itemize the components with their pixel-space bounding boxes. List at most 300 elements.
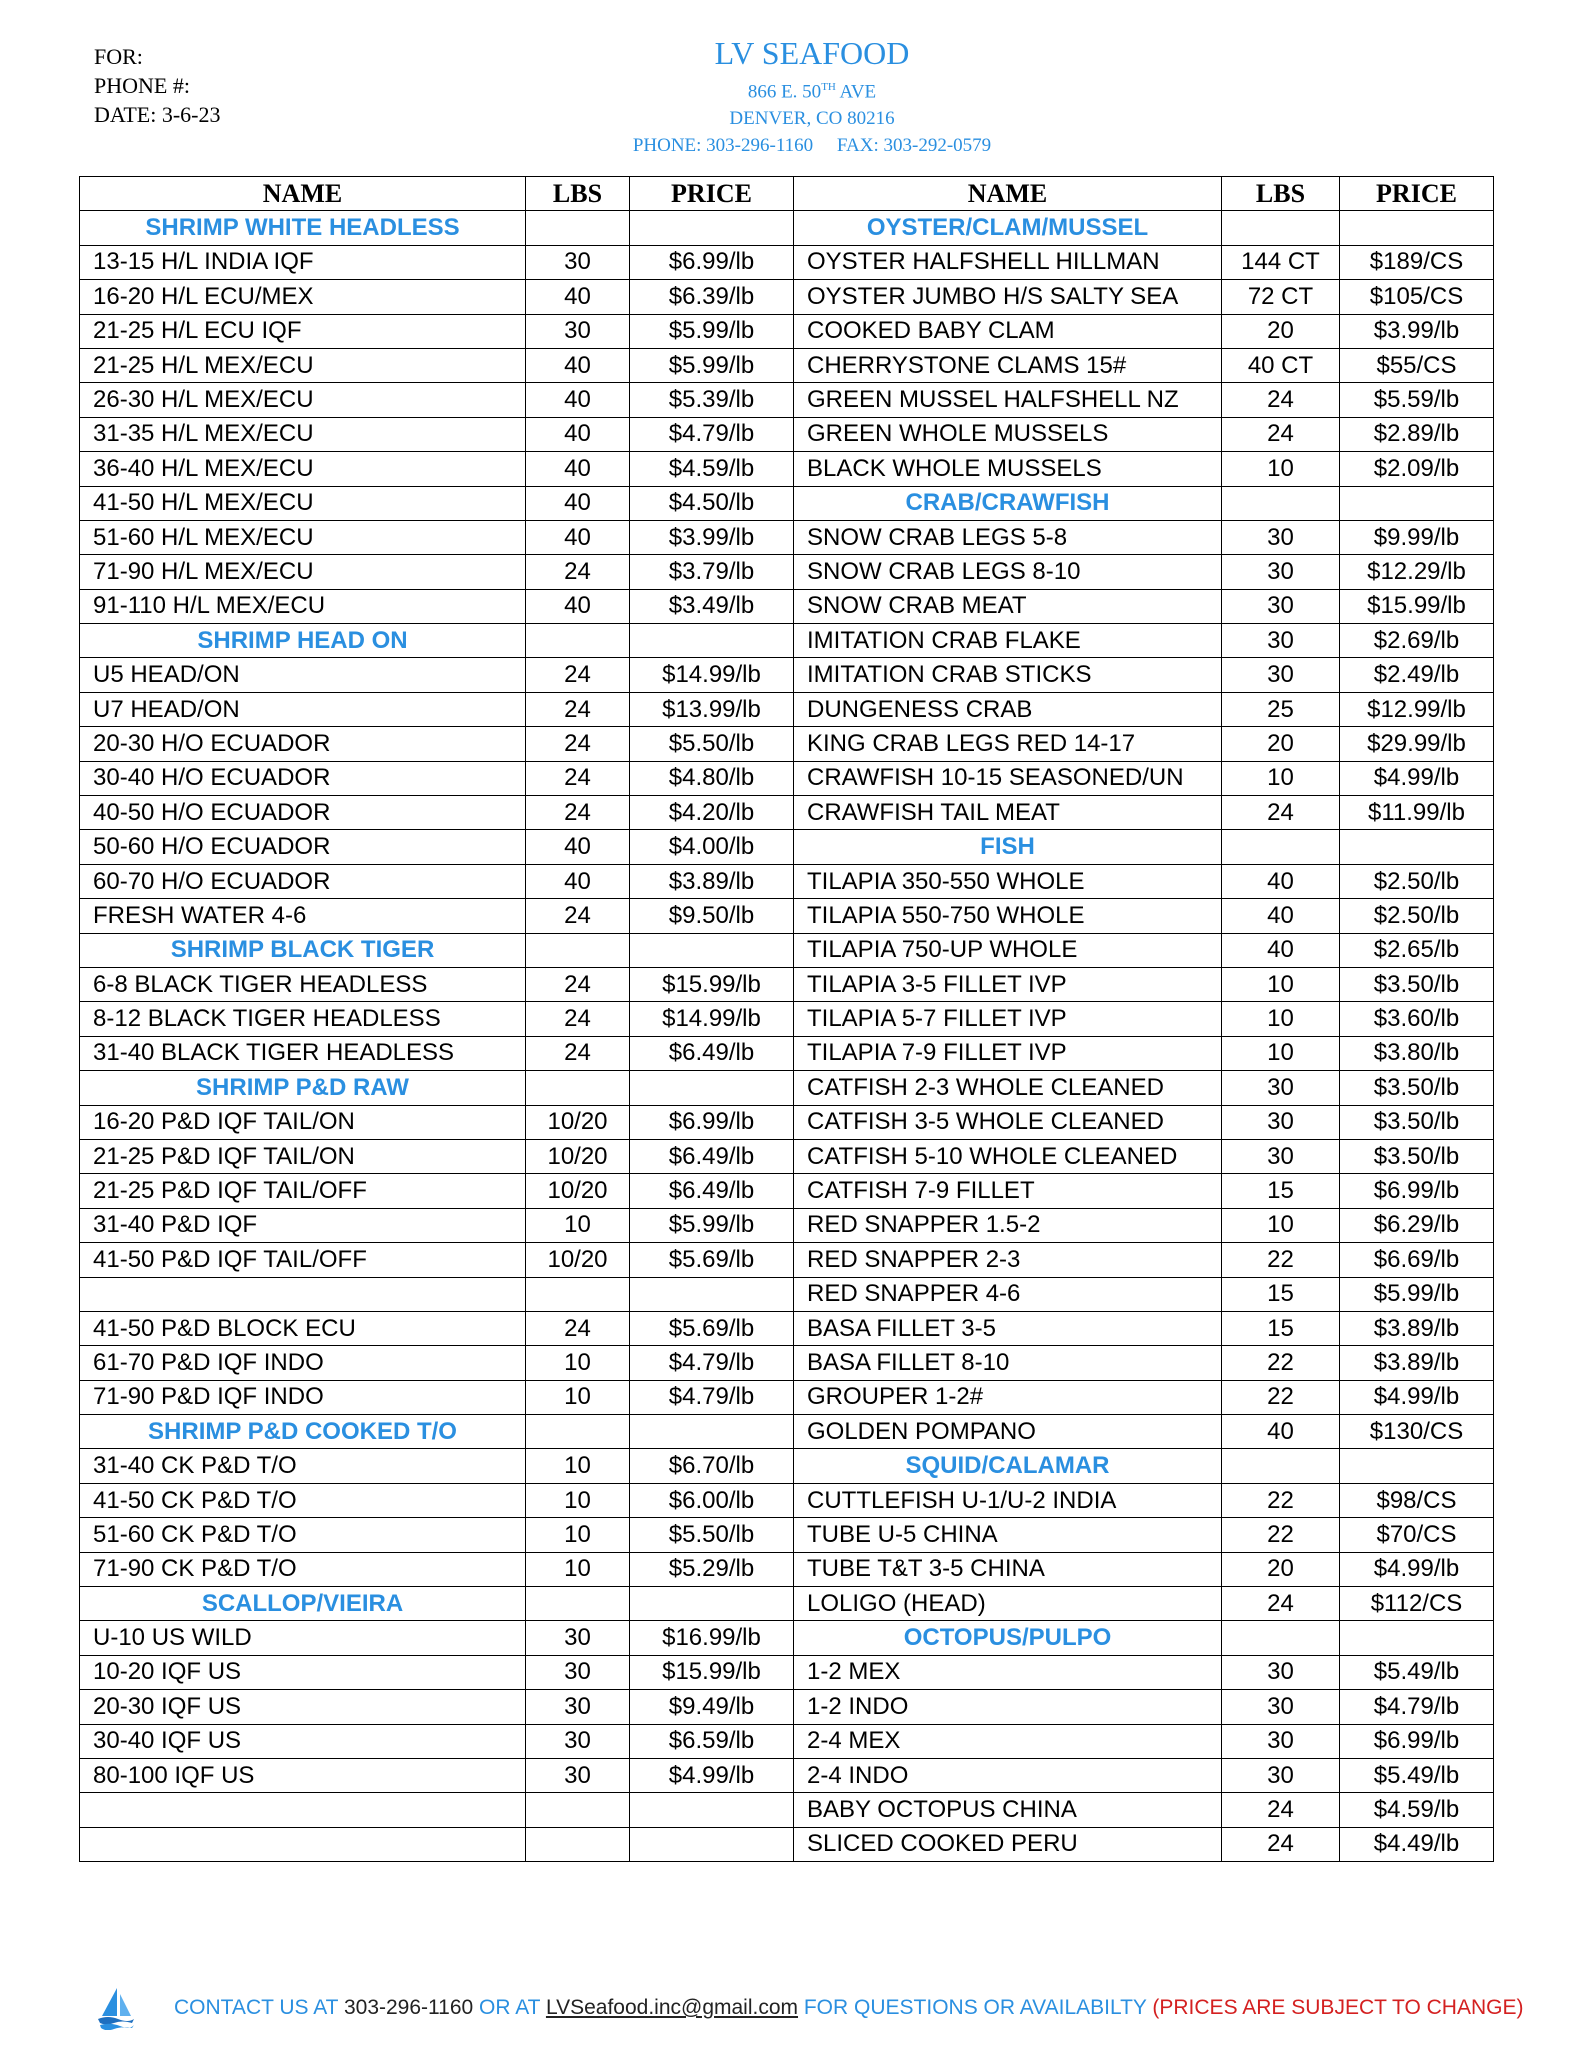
- item-lbs: 30: [1222, 1071, 1340, 1105]
- item-price: $6.49/lb: [630, 1036, 794, 1070]
- item-price: $15.99/lb: [1340, 589, 1494, 623]
- item-price: $13.99/lb: [630, 692, 794, 726]
- table-row: [80, 417, 1494, 451]
- item-lbs: 40: [526, 452, 630, 486]
- item-price: $5.50/lb: [630, 1518, 794, 1552]
- item-name: CHERRYSTONE CLAMS 15#: [794, 348, 1222, 382]
- item-name: 20-30 H/O ECUADOR: [80, 727, 526, 761]
- item-price: $3.79/lb: [630, 555, 794, 589]
- table-row: [80, 1036, 1494, 1070]
- item-lbs: [1222, 1449, 1340, 1483]
- table-row: [80, 486, 1494, 520]
- table-row: [80, 1208, 1494, 1242]
- item-price: $14.99/lb: [630, 658, 794, 692]
- column-header-lbs-left: LBS: [526, 177, 630, 211]
- item-name: 16-20 P&D IQF TAIL/ON: [80, 1105, 526, 1139]
- item-lbs: 20: [1222, 1552, 1340, 1586]
- table-row: [80, 1346, 1494, 1380]
- item-name: DUNGENESS CRAB: [794, 692, 1222, 726]
- column-header-price-right: PRICE: [1340, 177, 1494, 211]
- section-heading: SHRIMP BLACK TIGER: [80, 933, 526, 967]
- section-heading: OCTOPUS/PULPO: [794, 1621, 1222, 1655]
- item-name: 51-60 H/L MEX/ECU: [80, 520, 526, 554]
- item-lbs: 10/20: [526, 1174, 630, 1208]
- item-price: $6.70/lb: [630, 1449, 794, 1483]
- company-city: DENVER, CO 80216: [729, 108, 895, 130]
- item-name: U5 HEAD/ON: [80, 658, 526, 692]
- item-name: TUBE T&T 3-5 CHINA: [794, 1552, 1222, 1586]
- item-lbs: 20: [1222, 314, 1340, 348]
- item-lbs: 30: [1222, 1139, 1340, 1173]
- item-name: 20-30 IQF US: [80, 1690, 526, 1724]
- table-row: [80, 830, 1494, 864]
- item-lbs: 10: [526, 1483, 630, 1517]
- item-lbs: 40: [526, 348, 630, 382]
- table-row: [80, 1724, 1494, 1758]
- item-lbs: 24: [526, 1002, 630, 1036]
- item-price: [630, 1827, 794, 1861]
- item-lbs: 30: [1222, 520, 1340, 554]
- item-price: $5.99/lb: [630, 348, 794, 382]
- item-lbs: 40: [526, 417, 630, 451]
- table-row: [80, 1415, 1494, 1449]
- item-price: $130/CS: [1340, 1415, 1494, 1449]
- section-heading: SHRIMP P&D RAW: [80, 1071, 526, 1105]
- column-header-lbs-right: LBS: [1222, 177, 1340, 211]
- table-row: [80, 692, 1494, 726]
- item-lbs: 24: [526, 1311, 630, 1345]
- item-name: 1-2 MEX: [794, 1655, 1222, 1689]
- item-lbs: 15: [1222, 1277, 1340, 1311]
- item-price: $6.29/lb: [1340, 1208, 1494, 1242]
- item-price: $2.09/lb: [1340, 452, 1494, 486]
- table-row: [80, 1793, 1494, 1827]
- table-row: [80, 348, 1494, 382]
- item-price: $4.59/lb: [1340, 1793, 1494, 1827]
- item-name: 61-70 P&D IQF INDO: [80, 1346, 526, 1380]
- item-name: TILAPIA 750-UP WHOLE: [794, 933, 1222, 967]
- table-row: [80, 1174, 1494, 1208]
- table-row: [80, 1002, 1494, 1036]
- item-name: [80, 1277, 526, 1311]
- item-name: CATFISH 3-5 WHOLE CLEANED: [794, 1105, 1222, 1139]
- item-name: 6-8 BLACK TIGER HEADLESS: [80, 967, 526, 1001]
- item-price: $29.99/lb: [1340, 727, 1494, 761]
- item-lbs: 24: [526, 1036, 630, 1070]
- contact-prefix: CONTACT US AT: [174, 1996, 344, 2019]
- item-lbs: [1222, 211, 1340, 245]
- item-name: BABY OCTOPUS CHINA: [794, 1793, 1222, 1827]
- item-name: CATFISH 7-9 FILLET: [794, 1174, 1222, 1208]
- item-lbs: 24: [526, 692, 630, 726]
- item-price: $6.69/lb: [1340, 1243, 1494, 1277]
- item-lbs: 10: [1222, 761, 1340, 795]
- item-price: $4.79/lb: [630, 417, 794, 451]
- item-name: 31-40 BLACK TIGER HEADLESS: [80, 1036, 526, 1070]
- section-heading: SQUID/CALAMAR: [794, 1449, 1222, 1483]
- item-price: $11.99/lb: [1340, 796, 1494, 830]
- item-lbs: 10/20: [526, 1243, 630, 1277]
- item-price: $3.49/lb: [630, 589, 794, 623]
- item-name: 8-12 BLACK TIGER HEADLESS: [80, 1002, 526, 1036]
- item-name: 71-90 CK P&D T/O: [80, 1552, 526, 1586]
- item-lbs: 10: [1222, 1036, 1340, 1070]
- item-price: $189/CS: [1340, 245, 1494, 279]
- address-street: AVE: [835, 81, 877, 103]
- item-lbs: [526, 1415, 630, 1449]
- item-lbs: 24: [526, 967, 630, 1001]
- item-name: 21-25 P&D IQF TAIL/ON: [80, 1139, 526, 1173]
- item-price: [1340, 486, 1494, 520]
- item-price: $4.79/lb: [1340, 1690, 1494, 1724]
- contact-questions: FOR QUESTIONS OR AVAILABILTY: [798, 1996, 1153, 2019]
- item-lbs: 30: [526, 1724, 630, 1758]
- item-name: 71-90 H/L MEX/ECU: [80, 555, 526, 589]
- table-row: [80, 1758, 1494, 1792]
- item-lbs: 10/20: [526, 1105, 630, 1139]
- item-name: IMITATION CRAB FLAKE: [794, 624, 1222, 658]
- item-price: $4.20/lb: [630, 796, 794, 830]
- item-lbs: 22: [1222, 1380, 1340, 1414]
- price-disclaimer: (PRICES ARE SUBJECT TO CHANGE): [1152, 1996, 1524, 2019]
- table-row: [80, 1621, 1494, 1655]
- item-lbs: 10: [1222, 1208, 1340, 1242]
- item-price: [630, 1587, 794, 1621]
- item-lbs: 30: [1222, 658, 1340, 692]
- table-row: [80, 245, 1494, 279]
- item-name: GROUPER 1-2#: [794, 1380, 1222, 1414]
- item-price: $5.50/lb: [630, 727, 794, 761]
- item-price: $70/CS: [1340, 1518, 1494, 1552]
- for-label: FOR:: [94, 44, 143, 69]
- item-price: $6.39/lb: [630, 280, 794, 314]
- item-lbs: 15: [1222, 1311, 1340, 1345]
- item-name: CATFISH 5-10 WHOLE CLEANED: [794, 1139, 1222, 1173]
- item-price: $3.99/lb: [1340, 314, 1494, 348]
- item-name: BLACK WHOLE MUSSELS: [794, 452, 1222, 486]
- table-row: [80, 555, 1494, 589]
- item-lbs: 40: [1222, 933, 1340, 967]
- date-label: DATE: 3-6-23: [94, 102, 221, 127]
- item-name: COOKED BABY CLAM: [794, 314, 1222, 348]
- item-lbs: 24: [526, 899, 630, 933]
- item-price: $3.50/lb: [1340, 1105, 1494, 1139]
- item-price: $4.59/lb: [630, 452, 794, 486]
- company-name: LV SEAFOOD: [714, 35, 910, 71]
- email-link[interactable]: LVSeafood.inc@gmail.com: [545, 1996, 799, 2019]
- item-lbs: 30: [1222, 624, 1340, 658]
- contact-or-at: OR AT: [473, 1996, 546, 2019]
- item-name: 91-110 H/L MEX/ECU: [80, 589, 526, 623]
- item-price: [1340, 1621, 1494, 1655]
- item-price: $6.99/lb: [630, 245, 794, 279]
- item-price: $4.00/lb: [630, 830, 794, 864]
- item-price: $16.99/lb: [630, 1621, 794, 1655]
- item-name: 21-25 H/L MEX/ECU: [80, 348, 526, 382]
- item-lbs: 40 CT: [1222, 348, 1340, 382]
- item-lbs: 24: [1222, 383, 1340, 417]
- item-name: 31-35 H/L MEX/ECU: [80, 417, 526, 451]
- item-lbs: 24: [1222, 796, 1340, 830]
- section-heading: CRAB/CRAWFISH: [794, 486, 1222, 520]
- item-lbs: 24: [526, 761, 630, 795]
- item-name: GOLDEN POMPANO: [794, 1415, 1222, 1449]
- item-price: $5.99/lb: [630, 314, 794, 348]
- item-name: 50-60 H/O ECUADOR: [80, 830, 526, 864]
- section-heading: SCALLOP/VIEIRA: [80, 1587, 526, 1621]
- item-lbs: 40: [526, 486, 630, 520]
- item-lbs: 30: [526, 1621, 630, 1655]
- item-price: $3.50/lb: [1340, 1139, 1494, 1173]
- item-lbs: 20: [1222, 727, 1340, 761]
- item-name: U-10 US WILD: [80, 1621, 526, 1655]
- item-price: $12.29/lb: [1340, 555, 1494, 589]
- item-price: $15.99/lb: [630, 967, 794, 1001]
- item-lbs: 10: [526, 1208, 630, 1242]
- table-row: [80, 1139, 1494, 1173]
- item-name: BASA FILLET 3-5: [794, 1311, 1222, 1345]
- table-row: [80, 1071, 1494, 1105]
- item-lbs: [526, 1071, 630, 1105]
- item-name: 41-50 CK P&D T/O: [80, 1483, 526, 1517]
- column-header-name-left: NAME: [80, 177, 526, 211]
- item-price: $5.69/lb: [630, 1311, 794, 1345]
- item-lbs: [526, 211, 630, 245]
- item-lbs: 30: [1222, 1655, 1340, 1689]
- item-name: SNOW CRAB MEAT: [794, 589, 1222, 623]
- section-heading: OYSTER/CLAM/MUSSEL: [794, 211, 1222, 245]
- item-name: SLICED COOKED PERU: [794, 1827, 1222, 1861]
- item-price: $6.00/lb: [630, 1483, 794, 1517]
- item-price: $5.29/lb: [630, 1552, 794, 1586]
- item-name: KING CRAB LEGS RED 14-17: [794, 727, 1222, 761]
- item-lbs: 40: [1222, 1415, 1340, 1449]
- item-lbs: 30: [526, 314, 630, 348]
- item-price: $4.79/lb: [630, 1380, 794, 1414]
- table-row: [80, 1311, 1494, 1345]
- item-price: $5.59/lb: [1340, 383, 1494, 417]
- item-price: $15.99/lb: [630, 1655, 794, 1689]
- item-price: $4.99/lb: [630, 1758, 794, 1792]
- item-lbs: 30: [1222, 1758, 1340, 1792]
- item-name: RED SNAPPER 2-3: [794, 1243, 1222, 1277]
- table-row: [80, 280, 1494, 314]
- item-price: $4.99/lb: [1340, 1380, 1494, 1414]
- item-name: CATFISH 2-3 WHOLE CLEANED: [794, 1071, 1222, 1105]
- item-price: $4.99/lb: [1340, 761, 1494, 795]
- table-row: [80, 1690, 1494, 1724]
- item-name: OYSTER HALFSHELL HILLMAN: [794, 245, 1222, 279]
- item-price: $2.49/lb: [1340, 658, 1494, 692]
- item-name: 26-30 H/L MEX/ECU: [80, 383, 526, 417]
- table-row: [80, 1587, 1494, 1621]
- item-name: 40-50 H/O ECUADOR: [80, 796, 526, 830]
- item-name: 30-40 IQF US: [80, 1724, 526, 1758]
- table-row: [80, 967, 1494, 1001]
- item-lbs: 22: [1222, 1518, 1340, 1552]
- item-price: $3.80/lb: [1340, 1036, 1494, 1070]
- item-name: [80, 1827, 526, 1861]
- item-name: 60-70 H/O ECUADOR: [80, 864, 526, 898]
- item-name: 21-25 H/L ECU IQF: [80, 314, 526, 348]
- table-row: [80, 796, 1494, 830]
- table-row: [80, 211, 1494, 245]
- section-heading: SHRIMP WHITE HEADLESS: [80, 211, 526, 245]
- item-name: [80, 1793, 526, 1827]
- item-name: 21-25 P&D IQF TAIL/OFF: [80, 1174, 526, 1208]
- table-row: [80, 1483, 1494, 1517]
- table-row: [80, 1552, 1494, 1586]
- table-row: [80, 933, 1494, 967]
- item-name: 41-50 H/L MEX/ECU: [80, 486, 526, 520]
- item-price: $6.49/lb: [630, 1139, 794, 1173]
- item-name: 30-40 H/O ECUADOR: [80, 761, 526, 795]
- item-lbs: 24: [1222, 417, 1340, 451]
- table-row: [80, 383, 1494, 417]
- item-price: [630, 1415, 794, 1449]
- item-lbs: [526, 624, 630, 658]
- item-price: $14.99/lb: [630, 1002, 794, 1036]
- table-row: [80, 727, 1494, 761]
- item-lbs: 22: [1222, 1243, 1340, 1277]
- item-price: $4.80/lb: [630, 761, 794, 795]
- item-price: $5.99/lb: [1340, 1277, 1494, 1311]
- table-row: [80, 520, 1494, 554]
- company-address: [482, 74, 1142, 105]
- item-price: $2.50/lb: [1340, 864, 1494, 898]
- item-name: TILAPIA 5-7 FILLET IVP: [794, 1002, 1222, 1036]
- table-row: [80, 589, 1494, 623]
- item-price: $6.99/lb: [1340, 1174, 1494, 1208]
- item-lbs: 10: [526, 1346, 630, 1380]
- item-name: 71-90 P&D IQF INDO: [80, 1380, 526, 1414]
- item-name: 31-40 CK P&D T/O: [80, 1449, 526, 1483]
- item-name: 2-4 INDO: [794, 1758, 1222, 1792]
- table-row: [80, 1243, 1494, 1277]
- item-name: 1-2 INDO: [794, 1690, 1222, 1724]
- item-price: $3.89/lb: [1340, 1311, 1494, 1345]
- item-price: $5.49/lb: [1340, 1758, 1494, 1792]
- item-lbs: 40: [526, 864, 630, 898]
- item-price: $3.50/lb: [1340, 967, 1494, 1001]
- item-price: $55/CS: [1340, 348, 1494, 382]
- item-price: $3.60/lb: [1340, 1002, 1494, 1036]
- item-lbs: 30: [1222, 1690, 1340, 1724]
- item-lbs: 10: [526, 1552, 630, 1586]
- item-lbs: 10/20: [526, 1139, 630, 1173]
- item-lbs: 30: [1222, 555, 1340, 589]
- column-header-price-left: PRICE: [630, 177, 794, 211]
- item-lbs: 40: [526, 280, 630, 314]
- item-lbs: [526, 1793, 630, 1827]
- item-price: $6.99/lb: [1340, 1724, 1494, 1758]
- table-row: [80, 1277, 1494, 1311]
- footer-contact: [174, 1996, 1523, 2020]
- item-lbs: 15: [1222, 1174, 1340, 1208]
- item-name: RED SNAPPER 4-6: [794, 1277, 1222, 1311]
- item-lbs: 30: [1222, 1724, 1340, 1758]
- item-name: GREEN WHOLE MUSSELS: [794, 417, 1222, 451]
- table-row: [80, 452, 1494, 486]
- item-name: 2-4 MEX: [794, 1724, 1222, 1758]
- item-lbs: [526, 1277, 630, 1311]
- item-price: $2.65/lb: [1340, 933, 1494, 967]
- item-lbs: 30: [1222, 589, 1340, 623]
- item-price: [630, 1071, 794, 1105]
- price-table: [79, 176, 1494, 1862]
- table-row: [80, 761, 1494, 795]
- item-price: [1340, 211, 1494, 245]
- item-price: $3.99/lb: [630, 520, 794, 554]
- item-lbs: 40: [1222, 899, 1340, 933]
- item-lbs: 24: [1222, 1793, 1340, 1827]
- table-row: [80, 1827, 1494, 1861]
- item-price: $5.49/lb: [1340, 1655, 1494, 1689]
- item-lbs: 24: [526, 658, 630, 692]
- item-price: $98/CS: [1340, 1483, 1494, 1517]
- item-price: [630, 933, 794, 967]
- sailboat-icon: [96, 1986, 136, 2030]
- item-price: $3.50/lb: [1340, 1071, 1494, 1105]
- item-lbs: 10: [526, 1449, 630, 1483]
- item-price: $3.89/lb: [1340, 1346, 1494, 1380]
- item-price: $6.59/lb: [630, 1724, 794, 1758]
- item-lbs: 24: [526, 555, 630, 589]
- item-name: OYSTER JUMBO H/S SALTY SEA: [794, 280, 1222, 314]
- column-header-name-right: NAME: [794, 177, 1222, 211]
- item-price: [630, 211, 794, 245]
- item-price: $2.89/lb: [1340, 417, 1494, 451]
- item-name: TUBE U-5 CHINA: [794, 1518, 1222, 1552]
- item-price: $9.49/lb: [630, 1690, 794, 1724]
- item-price: $9.50/lb: [630, 899, 794, 933]
- item-lbs: 30: [1222, 1105, 1340, 1139]
- item-price: $6.99/lb: [630, 1105, 794, 1139]
- item-price: [630, 1277, 794, 1311]
- item-lbs: 24: [526, 796, 630, 830]
- item-name: 41-50 P&D BLOCK ECU: [80, 1311, 526, 1345]
- item-lbs: 40: [526, 520, 630, 554]
- item-name: IMITATION CRAB STICKS: [794, 658, 1222, 692]
- item-name: 51-60 CK P&D T/O: [80, 1518, 526, 1552]
- item-price: [630, 624, 794, 658]
- item-name: 13-15 H/L INDIA IQF: [80, 245, 526, 279]
- item-price: [1340, 830, 1494, 864]
- customer-info: [94, 42, 220, 129]
- table-row: [80, 899, 1494, 933]
- phone-label: PHONE #:: [94, 73, 190, 98]
- item-lbs: 10: [1222, 1002, 1340, 1036]
- item-name: CRAWFISH TAIL MEAT: [794, 796, 1222, 830]
- item-price: $5.39/lb: [630, 383, 794, 417]
- item-name: GREEN MUSSEL HALFSHELL NZ: [794, 383, 1222, 417]
- item-price: $9.99/lb: [1340, 520, 1494, 554]
- item-price: $5.69/lb: [630, 1243, 794, 1277]
- item-lbs: 10: [1222, 967, 1340, 1001]
- item-name: TILAPIA 7-9 FILLET IVP: [794, 1036, 1222, 1070]
- item-name: CRAWFISH 10-15 SEASONED/UN: [794, 761, 1222, 795]
- item-lbs: [1222, 1621, 1340, 1655]
- item-lbs: 30: [526, 1690, 630, 1724]
- footer: [96, 1986, 1536, 2030]
- item-price: $2.50/lb: [1340, 899, 1494, 933]
- table-row: [80, 1518, 1494, 1552]
- item-lbs: 40: [526, 383, 630, 417]
- item-lbs: [1222, 486, 1340, 520]
- item-name: CUTTLEFISH U-1/U-2 INDIA: [794, 1483, 1222, 1517]
- table-row: [80, 1105, 1494, 1139]
- item-price: $105/CS: [1340, 280, 1494, 314]
